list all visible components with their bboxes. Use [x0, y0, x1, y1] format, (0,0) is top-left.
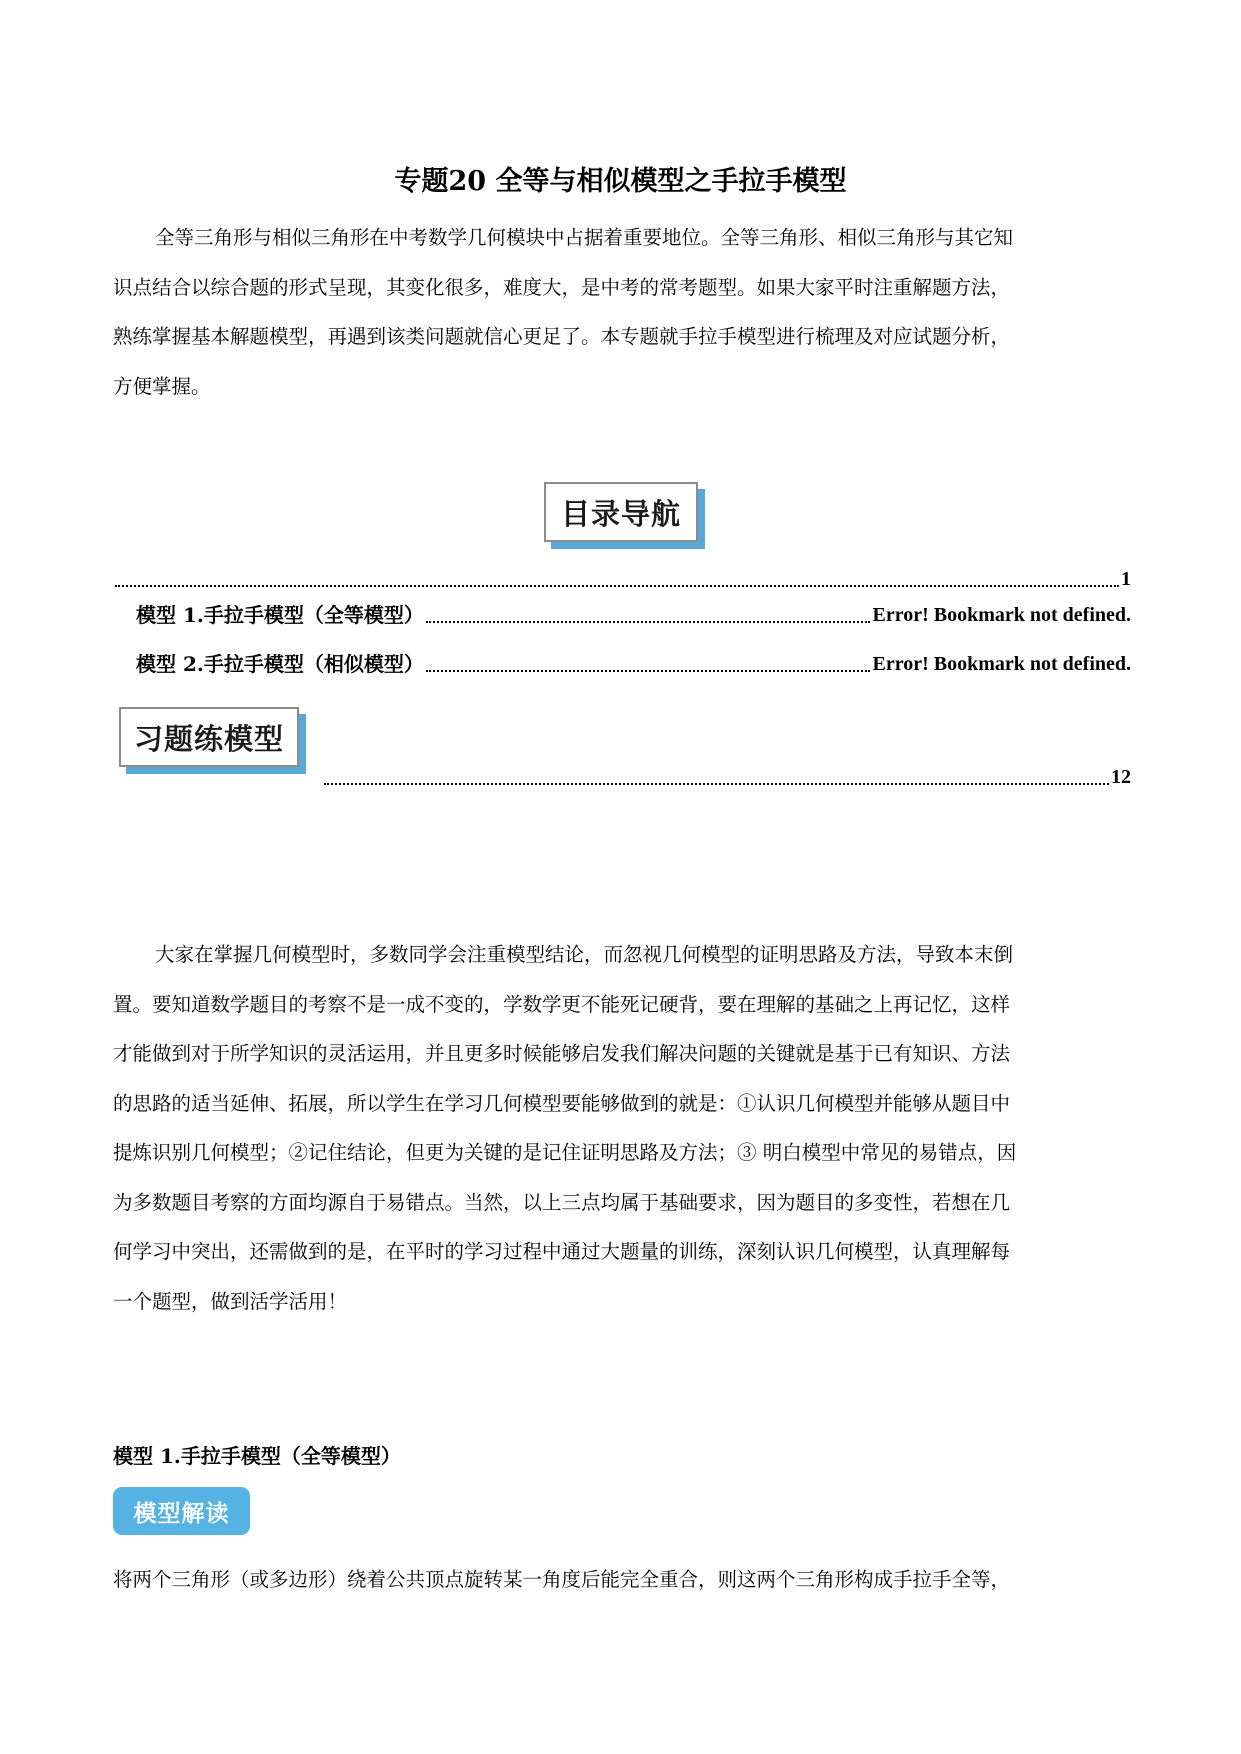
toc-leader-dots [324, 783, 1109, 785]
toc-leader-dots [426, 670, 871, 672]
text-line: 大家在掌握几何模型时，多数同学会注重模型结论，而忽视几何模型的证明思路及方法，导致本末倒 [155, 943, 1014, 966]
section-title: 模型 1.手拉手模型（全等模型） [113, 1444, 401, 1468]
toc-entry[interactable] [322, 762, 1131, 792]
text-line: 方便掌握。 [113, 374, 211, 398]
section-badge: 模型解读 [113, 1487, 250, 1535]
page-title: 专题20 全等与相似模型之手拉手模型 [394, 166, 847, 197]
toc-entry-label: 模型 2.手拉手模型（相似模型） [136, 652, 424, 676]
text-line: 何学习中突出，还需做到的是，在平时的学习过程中通过大题量的训练，深刻认识几何模型，认真理解每 [113, 1240, 1011, 1263]
toc-leader-dots [426, 621, 871, 623]
text-line: 一个题型，做到活学活用！ [113, 1289, 348, 1313]
toc-entry-page: Error! Bookmark not defined. [872, 653, 1131, 675]
intro-paragraph [113, 213, 1131, 411]
toc-entry[interactable] [136, 649, 1131, 679]
text-line: 置。要知道数学题目的考察不是一成不变的，学数学更不能死记硬背，要在理解的基础之上再记忆，这样 [113, 992, 1011, 1016]
text-line: 熟练掌握基本解题模型，再遇到该类问题就信心更足了。本专题就手拉手模型进行梳理及对应试题分析， [113, 325, 1011, 348]
toc-entry[interactable] [136, 600, 1131, 630]
text-line: 提炼识别几何模型；②记住结论，但更为关键的是记住证明思路及方法；③ 明白模型中常见的易错点，因 [113, 1141, 1017, 1164]
toc-entry-label: 模型 1.手拉手模型（全等模型） [136, 603, 424, 627]
text-line: 的思路的适当延伸、拓展，所以学生在学习几何模型要能够做到的就是：①认识几何模型并能够从题目中 [113, 1091, 1011, 1115]
text-line: 为多数题目考察的方面均源自于易错点。当然，以上三点均属于基础要求，因为题目的多变性，若想在几 [113, 1190, 1011, 1214]
toc-leader-dots [115, 585, 1119, 587]
text-line: 将两个三角形（或多边形）绕着公共顶点旋转某一角度后能完全重合，则这两个三角形构成手拉手全等， [113, 1568, 1011, 1591]
text-line: 识点结合以综合题的形式呈现，其变化很多，难度大，是中考的常考题型。如果大家平时注重解题方法， [113, 275, 1011, 299]
toc-heading: 目录导航 [544, 482, 698, 542]
text-line: 全等三角形与相似三角形在中考数学几何模块中占据着重要地位。全等三角形、相似三角形与其它知 [155, 226, 1014, 249]
toc-entry-page: 12 [1111, 766, 1131, 788]
toc-entry[interactable] [113, 564, 1131, 594]
section-paragraph [113, 1555, 1131, 1605]
text-line: 才能做到对于所学知识的灵活运用，并且更多时候能够启发我们解决问题的关键就是基于已有知识、方法 [113, 1042, 1011, 1065]
practice-heading: 习题练模型 [119, 707, 299, 767]
toc-entry-page: Error! Bookmark not defined. [872, 604, 1131, 626]
body-paragraph [113, 930, 1131, 1326]
toc-entry-page: 1 [1121, 568, 1131, 590]
